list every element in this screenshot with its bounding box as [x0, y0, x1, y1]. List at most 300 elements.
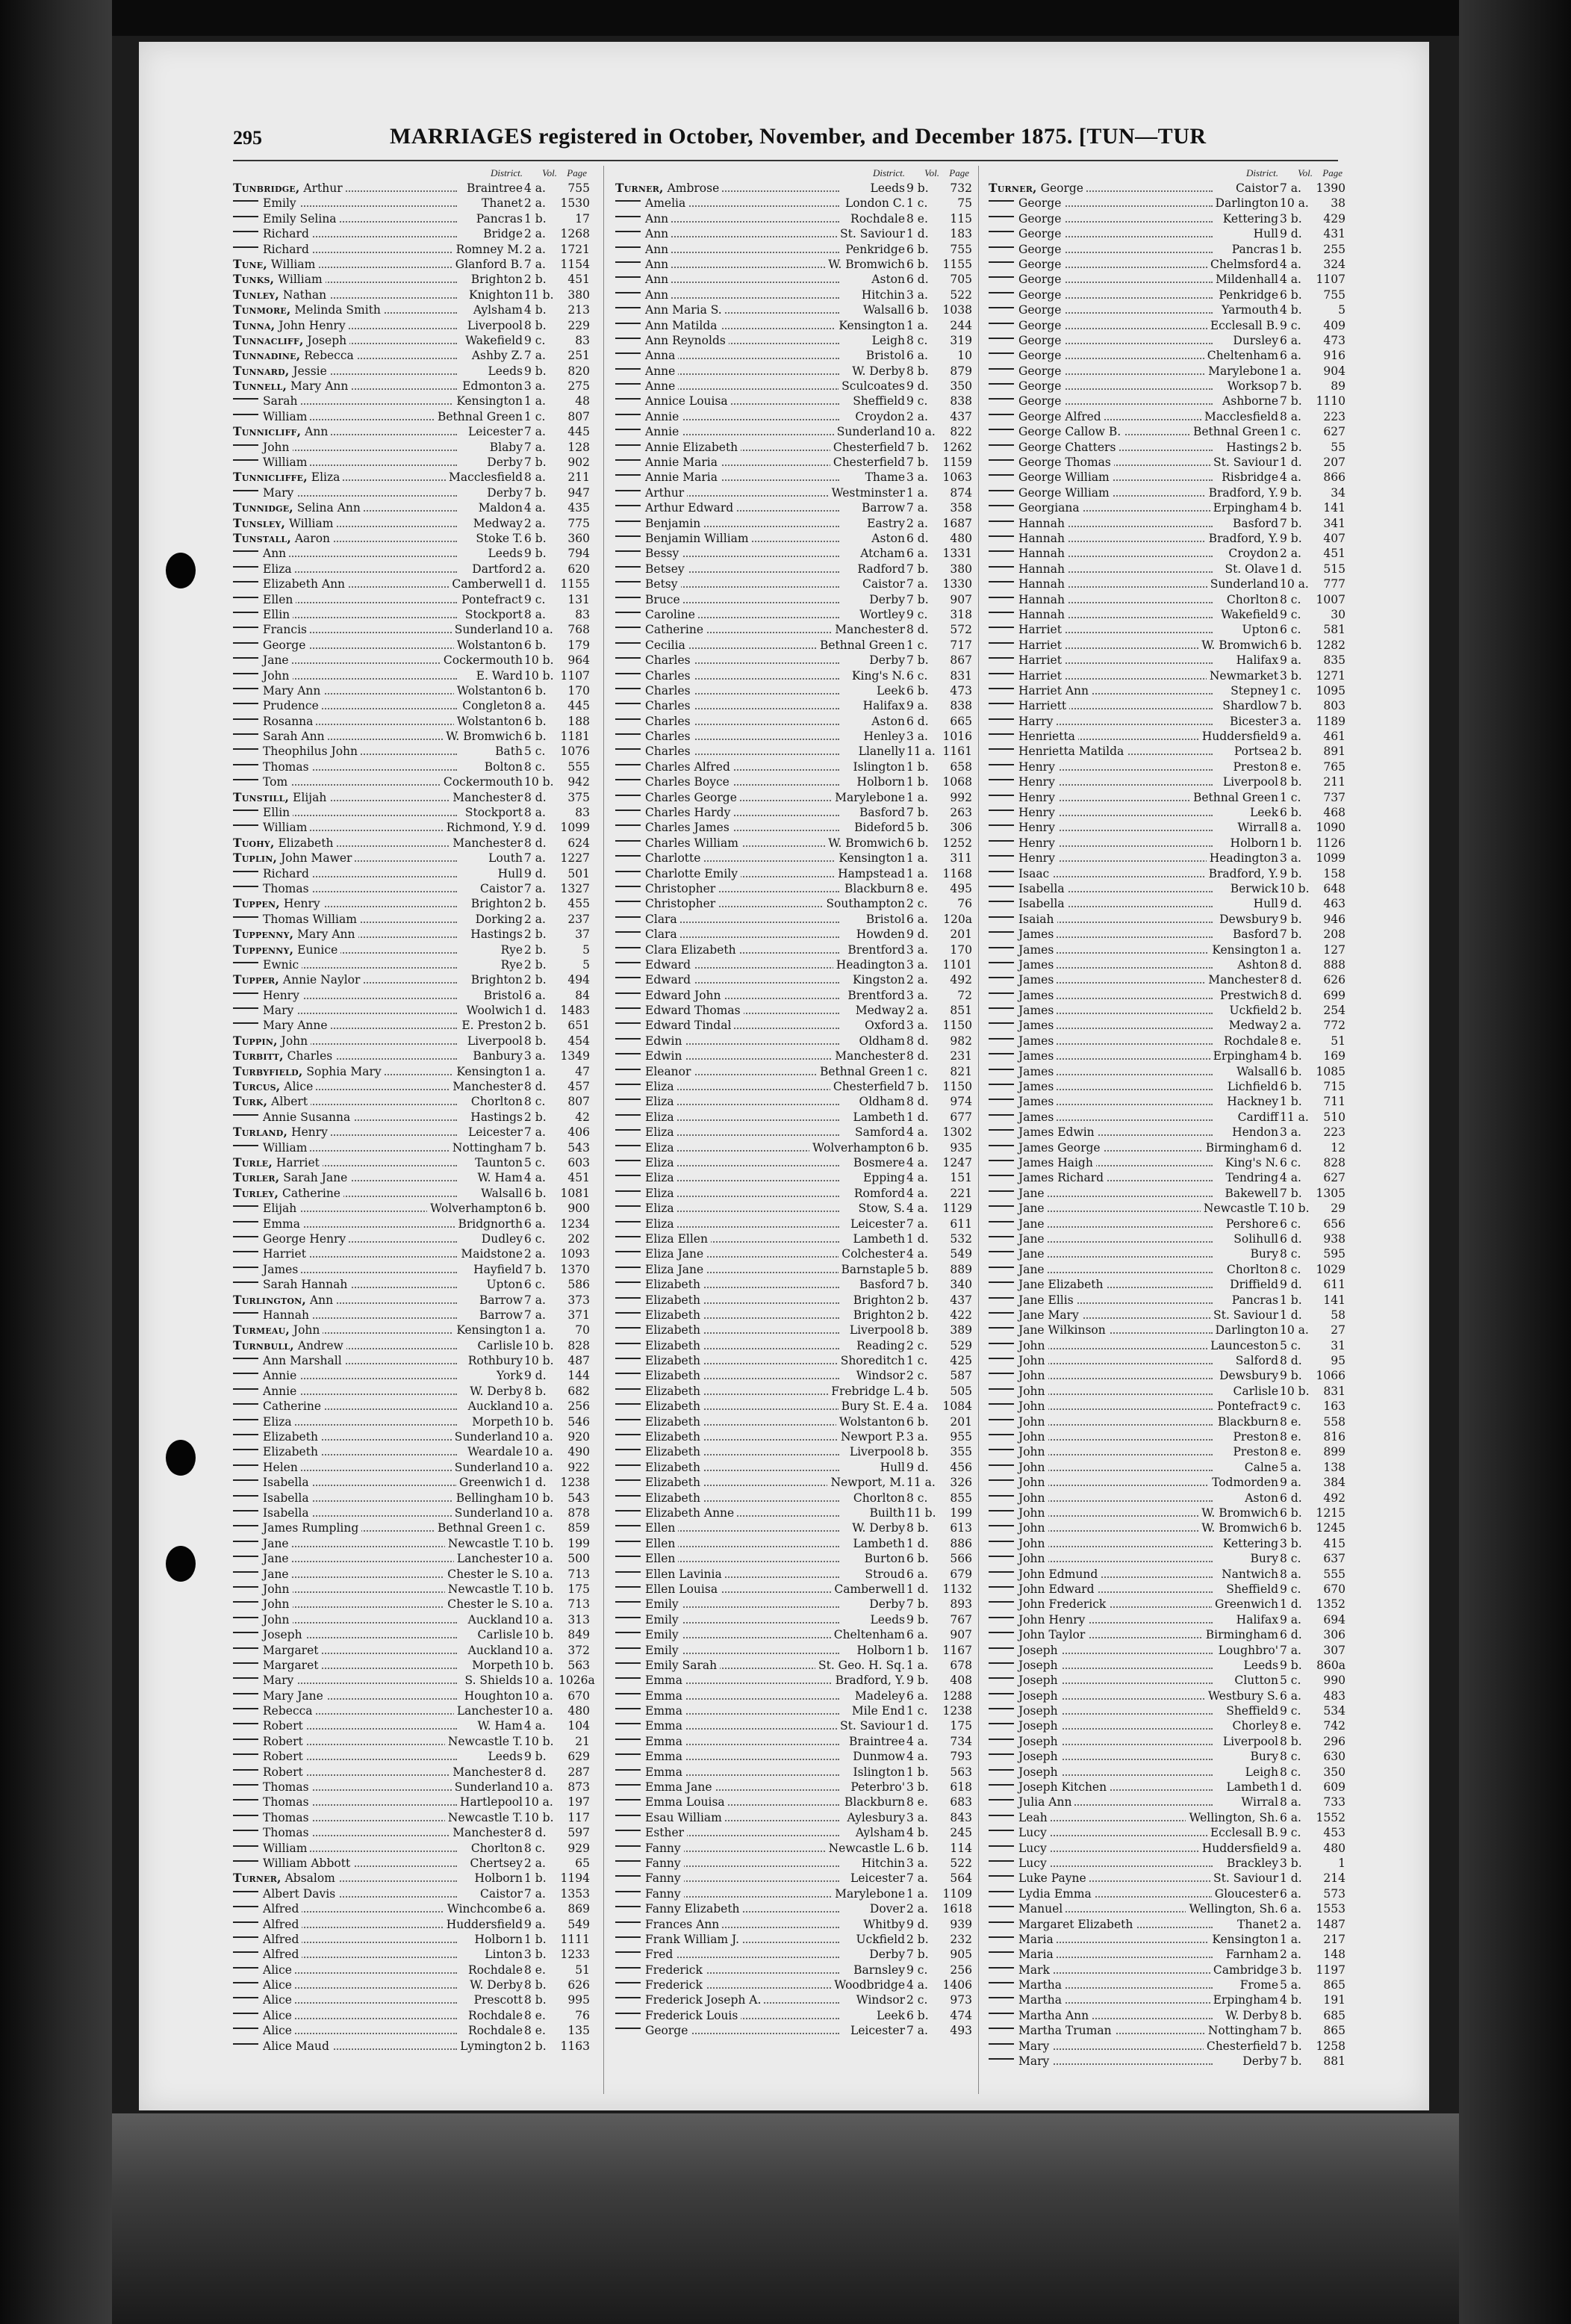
- volume: 7 a.: [1280, 181, 1301, 195]
- forenames: Rebecca: [300, 349, 354, 363]
- forenames: Emma: [645, 1734, 682, 1748]
- page-ref: 733: [1323, 1795, 1346, 1809]
- ditto-dash: [615, 1251, 641, 1252]
- entry-name: [989, 211, 1064, 226]
- volume: 6 d.: [906, 531, 929, 545]
- page-ref: 350: [1323, 1765, 1346, 1779]
- volume: 4 a.: [1280, 470, 1301, 485]
- page-ref: 31: [1331, 1338, 1346, 1352]
- column-divider: [978, 166, 979, 2094]
- index-entry: [989, 896, 1347, 911]
- entry-name: [233, 181, 346, 196]
- page-ref: 445: [567, 425, 590, 439]
- index-entry: [615, 1384, 974, 1399]
- forenames: Joseph: [263, 1628, 302, 1642]
- index-entry: [615, 272, 974, 287]
- entry-name: [233, 805, 293, 820]
- volume: 8 e.: [1280, 1414, 1301, 1429]
- district: Auckland: [465, 1612, 523, 1627]
- index-entry: [233, 1765, 591, 1780]
- ditto-dash: [989, 490, 1014, 491]
- forenames: John: [1018, 1491, 1045, 1505]
- entry-name: [233, 1520, 361, 1535]
- district: Taunton: [472, 1155, 523, 1170]
- entry-name: [615, 1963, 706, 1977]
- page-ref: 1262: [942, 440, 972, 454]
- ditto-dash: [989, 1936, 1014, 1938]
- page-ref: 1107: [1316, 273, 1346, 287]
- page-ref: 407: [1323, 531, 1346, 545]
- volume: 6 a.: [906, 912, 928, 926]
- index-entry: [615, 851, 974, 866]
- page-ref: 223: [1323, 1125, 1346, 1140]
- volume: 8 d.: [524, 790, 547, 804]
- forenames: Martha Truman: [1018, 2024, 1112, 2038]
- ditto-dash: [233, 1449, 258, 1450]
- volume: 10 a.: [1280, 196, 1309, 211]
- volume: 8 c.: [906, 1491, 928, 1505]
- index-entry: [989, 836, 1347, 851]
- forenames: Bessy: [645, 547, 679, 561]
- index-entry: [989, 1582, 1347, 1597]
- volume: 10 a.: [524, 1612, 553, 1627]
- page-ref: 1129: [942, 1202, 972, 1216]
- district: Ecclesall B.: [1207, 1825, 1278, 1840]
- entry-name: [233, 211, 340, 226]
- page-ref: 175: [950, 1719, 972, 1733]
- ditto-dash: [233, 1007, 258, 1009]
- entry-name: [233, 1612, 293, 1627]
- forenames: Thomas William: [263, 912, 357, 926]
- index-entry: [989, 1140, 1347, 1155]
- district: Liverpool: [464, 1034, 523, 1048]
- index-entry: [615, 1856, 974, 1871]
- page-ref: 415: [1323, 1536, 1346, 1550]
- district: Hayfield: [470, 1262, 523, 1277]
- ditto-dash: [989, 597, 1014, 598]
- entry-name: [615, 1688, 685, 1703]
- forenames: George: [645, 2024, 688, 2038]
- ditto-dash: [615, 1510, 641, 1511]
- forenames: Ann Reynolds: [645, 333, 726, 347]
- ditto-dash: [233, 550, 258, 552]
- ditto-dash: [989, 1221, 1014, 1222]
- page-ref: 380: [950, 562, 972, 576]
- district: Thame: [862, 470, 905, 485]
- forenames: John: [263, 1612, 290, 1627]
- forenames: Eliza: [645, 1186, 674, 1200]
- volume: 7 b.: [1280, 1186, 1302, 1200]
- entry-name: [989, 592, 1068, 607]
- forenames: John Edward: [1018, 1582, 1095, 1596]
- forenames: George William: [1018, 470, 1110, 485]
- district: Chester le S.: [444, 1597, 523, 1612]
- ditto-dash: [233, 216, 258, 217]
- district: Howden: [853, 927, 905, 942]
- index-entry: [615, 896, 974, 911]
- index-entry: [233, 1491, 591, 1506]
- entry-name: [989, 1977, 1065, 1992]
- district: Hampstead: [835, 866, 905, 881]
- page-ref: 360: [567, 531, 590, 545]
- index-entry: [989, 942, 1347, 957]
- ditto-dash: [615, 810, 641, 811]
- ditto-dash: [615, 1084, 641, 1085]
- volume: 1 c.: [524, 1521, 546, 1535]
- district: Rochdale: [465, 2023, 523, 2038]
- ditto-dash: [615, 1601, 641, 1603]
- entry-name: [989, 638, 1065, 653]
- page-ref: 1268: [560, 227, 590, 241]
- district: Huddersfield: [1199, 729, 1278, 744]
- ditto-dash: [615, 1617, 641, 1618]
- volume: 2 a.: [524, 1856, 546, 1870]
- district: Leigh: [1242, 1765, 1278, 1780]
- volume: 2 b.: [1280, 745, 1302, 759]
- volume: 10 a.: [1280, 577, 1309, 591]
- page-ref: 629: [567, 1750, 590, 1764]
- district: Headington: [833, 957, 905, 972]
- entry-name: [989, 1293, 1077, 1308]
- forenames: Margaret: [263, 1643, 319, 1657]
- ditto-dash: [989, 1617, 1014, 1618]
- entry-name: [233, 1338, 346, 1353]
- volume: 10 b.: [1280, 1384, 1310, 1398]
- forenames: John: [1018, 1536, 1045, 1550]
- surname: Tunnard,: [233, 363, 290, 378]
- forenames: Caroline: [645, 607, 695, 621]
- volume: 7 b.: [1280, 2024, 1302, 2038]
- district: Dunmow: [850, 1749, 905, 1764]
- page-ref: 114: [950, 1841, 972, 1855]
- volume: 3 a.: [1280, 851, 1301, 866]
- page-ref: 463: [1323, 897, 1346, 911]
- forenames: Martha: [1018, 1978, 1062, 1992]
- page-ref: 586: [567, 1278, 590, 1292]
- page-ref: 665: [950, 714, 972, 728]
- page-ref: 457: [567, 1080, 590, 1094]
- forenames: Robert: [263, 1750, 303, 1764]
- district: Macclesfield: [446, 470, 523, 485]
- index-entry: [233, 744, 591, 759]
- index-entry: [233, 1703, 591, 1718]
- volume: 2 b.: [524, 928, 547, 942]
- forenames: John: [1018, 1384, 1045, 1398]
- ditto-dash: [989, 779, 1014, 780]
- district: Walsall: [478, 1186, 523, 1201]
- district: W. Derby: [849, 364, 905, 379]
- forenames: Emma: [263, 1217, 300, 1231]
- ditto-dash: [989, 1022, 1014, 1024]
- volume: 8 a.: [524, 806, 546, 820]
- district: Bradford, Y.: [833, 1673, 905, 1688]
- column-head: [233, 166, 591, 181]
- index-entry: [233, 972, 591, 987]
- ditto-dash: [989, 1388, 1014, 1390]
- page-ref: 214: [1323, 1871, 1346, 1886]
- ditto-dash: [233, 1312, 258, 1314]
- forenames: Eliza: [645, 1171, 674, 1185]
- forenames: James: [1018, 928, 1054, 942]
- district: Mildenhall: [1213, 272, 1278, 287]
- volume: 8 d.: [906, 1034, 929, 1048]
- index-entry: [615, 622, 974, 637]
- ditto-dash: [615, 1205, 641, 1207]
- volume: 8 b.: [524, 1993, 547, 2007]
- ditto-dash: [615, 855, 641, 857]
- index-entry: [989, 2054, 1347, 2069]
- entry-name: [233, 622, 310, 637]
- ditto-dash: [989, 307, 1014, 308]
- district: Kingston: [850, 972, 905, 987]
- forenames: Henry: [263, 988, 299, 1002]
- index-entry: [615, 1475, 974, 1490]
- district: Brighton: [468, 896, 523, 911]
- volume: 9 d.: [906, 1917, 929, 1931]
- forenames: Isaac: [1018, 866, 1050, 880]
- volume: 3 a.: [906, 942, 928, 957]
- entry-name: [989, 546, 1068, 561]
- index-entry: [989, 1734, 1347, 1749]
- index-entry: [615, 1643, 974, 1658]
- district: Newcastle T.: [445, 1536, 523, 1551]
- page-ref: 199: [567, 1536, 590, 1550]
- page-ref: 319: [950, 333, 972, 347]
- forenames: Charles: [645, 699, 691, 713]
- forenames: Jessie: [289, 364, 327, 378]
- entry-name: [233, 1871, 338, 1886]
- entry-name: [615, 820, 732, 835]
- district: Bury: [1247, 1749, 1278, 1764]
- forenames: Henrietta: [1018, 730, 1075, 744]
- index-entry: [233, 1886, 591, 1901]
- entry-name: [615, 668, 694, 683]
- page-ref: 955: [950, 1430, 972, 1444]
- entry-name: [615, 774, 732, 789]
- forenames: George: [1018, 303, 1062, 317]
- index-entry: [615, 440, 974, 455]
- index-entry: [989, 318, 1347, 333]
- entry-name: [615, 592, 683, 607]
- ditto-dash: [989, 338, 1014, 339]
- ditto-dash: [615, 338, 641, 339]
- index-entry: [989, 1567, 1347, 1582]
- district: Basford: [856, 1277, 905, 1292]
- district: Croydon: [852, 409, 905, 424]
- page-ref: 558: [1323, 1414, 1346, 1429]
- volume: 7 b.: [1280, 379, 1302, 394]
- volume: 8 a.: [524, 607, 546, 621]
- district: Lambeth: [850, 1110, 905, 1125]
- forenames: George: [1018, 394, 1062, 408]
- index-entry: [233, 1094, 591, 1109]
- district: Derby: [484, 455, 523, 470]
- entry-name: [989, 1612, 1088, 1627]
- volume: 8 a.: [1280, 821, 1301, 835]
- entry-name: [615, 1856, 684, 1871]
- forenames: Elizabeth: [645, 1414, 700, 1429]
- index-entry: [233, 1155, 591, 1170]
- page-ref: 734: [950, 1734, 972, 1748]
- ditto-dash: [615, 703, 641, 704]
- index-entry: [989, 1977, 1347, 1992]
- index-entry: [233, 226, 591, 241]
- index-entry: [615, 1901, 974, 1916]
- surname: Tunstall,: [233, 530, 291, 545]
- district: Derby: [1239, 2054, 1278, 2069]
- entry-name: [615, 1582, 721, 1597]
- ditto-dash: [989, 323, 1014, 324]
- entry-name: [989, 653, 1065, 668]
- district: Bethnal Green: [435, 409, 523, 424]
- district: Walsall: [1234, 1064, 1278, 1079]
- page-ref: 543: [567, 1491, 590, 1505]
- page-ref: 1370: [560, 1262, 590, 1276]
- page-ref: 772: [1323, 1019, 1346, 1033]
- index-entry: [615, 516, 974, 531]
- entry-name: [989, 1810, 1051, 1825]
- ditto-dash: [233, 2028, 258, 2029]
- volume: 6 b.: [1280, 806, 1302, 820]
- entry-name: [233, 1308, 312, 1323]
- volume: 6 a.: [906, 547, 928, 561]
- page-ref: 1038: [942, 303, 972, 317]
- forenames: Richard: [263, 242, 309, 256]
- volume: 8 e.: [906, 211, 928, 226]
- district: Marylebone: [1205, 364, 1278, 379]
- entry-name: [615, 1643, 682, 1658]
- index-entry: [989, 1170, 1347, 1185]
- index-entry: [233, 1567, 591, 1582]
- forenames: Elijah: [289, 790, 327, 804]
- index-entry: [615, 1246, 974, 1261]
- page-ref: 889: [950, 1262, 972, 1276]
- index-entry: [233, 1520, 591, 1535]
- index-entry: [233, 1947, 591, 1962]
- volume: 9 b.: [1280, 1658, 1302, 1672]
- district: W. Bromwich: [825, 257, 905, 272]
- index-entry: [615, 607, 974, 622]
- forenames: Joseph: [1018, 1658, 1058, 1672]
- index-entry: [233, 1368, 591, 1383]
- entry-name: [615, 1780, 715, 1795]
- entry-name: [615, 1612, 682, 1627]
- volume: 1 d.: [1280, 562, 1302, 576]
- entry-name: [615, 1231, 711, 1246]
- entry-name: [989, 394, 1064, 408]
- forenames: Frances Ann: [645, 1917, 720, 1931]
- page-ref: 1181: [560, 730, 590, 744]
- volume: 4 a.: [1280, 1171, 1301, 1185]
- surname: Turler,: [233, 1170, 280, 1185]
- volume: 3 b.: [1280, 211, 1302, 226]
- index-entry: [989, 455, 1347, 470]
- index-entry: [615, 1094, 974, 1109]
- ditto-dash: [233, 1525, 258, 1526]
- volume: 3 a.: [906, 1810, 928, 1824]
- district: Manchester: [1205, 972, 1278, 987]
- forenames: George Thomas: [1018, 456, 1111, 470]
- page-ref: 158: [1323, 866, 1346, 880]
- entry-name: [989, 1749, 1061, 1764]
- index-entry: [989, 485, 1347, 500]
- ditto-dash: [615, 1236, 641, 1237]
- page-ref: 670: [1323, 1582, 1346, 1596]
- forenames: George Chatters: [1018, 440, 1116, 454]
- forenames: Edwin: [645, 1034, 682, 1048]
- district: Kensington: [453, 1323, 523, 1337]
- page-ref: 768: [567, 623, 590, 637]
- page-ref: 318: [950, 607, 972, 621]
- index-entry: [989, 1963, 1347, 1977]
- entry-list: [233, 181, 595, 2054]
- forenames: Betsy: [645, 577, 678, 591]
- page-ref: 549: [567, 1917, 590, 1931]
- page-ref: 1159: [942, 456, 972, 470]
- forenames: Emma: [645, 1750, 682, 1764]
- index-entry: [233, 1673, 595, 1688]
- volume: 9 c.: [906, 607, 928, 621]
- index-entry: [989, 272, 1347, 287]
- index-entry: [615, 1597, 974, 1612]
- forenames: James: [1018, 1110, 1054, 1124]
- volume: 1 d.: [906, 1719, 929, 1733]
- entry-name: [615, 333, 729, 348]
- volume: 10 b.: [524, 1582, 554, 1596]
- volume: 10 b.: [524, 1491, 554, 1505]
- ditto-dash: [615, 444, 641, 446]
- forenames: Clara: [645, 928, 677, 942]
- district: London C.: [842, 196, 905, 211]
- volume: 2 b.: [1280, 1004, 1302, 1018]
- page-ref: 515: [1323, 562, 1346, 576]
- district: Knighton: [466, 288, 523, 302]
- ditto-dash: [615, 1906, 641, 1907]
- index-entry: [989, 1901, 1347, 1916]
- ditto-dash: [989, 368, 1014, 370]
- entry-name: [233, 2039, 332, 2054]
- volume: 10 a.: [524, 1704, 553, 1718]
- entry-name: [989, 1110, 1057, 1125]
- page-ref: 473: [1323, 333, 1346, 347]
- ditto-dash: [989, 1769, 1014, 1771]
- entry-name: [615, 1520, 678, 1535]
- forenames: Ellin: [263, 806, 290, 820]
- volume: 1 d.: [906, 1582, 929, 1596]
- index-entry: [233, 881, 591, 896]
- page-ref: 372: [567, 1643, 590, 1657]
- entry-name: [989, 562, 1068, 577]
- district: Prestwich: [1217, 988, 1278, 1003]
- volume: 11 b.: [524, 288, 554, 302]
- page-ref: 603: [567, 1156, 590, 1169]
- index-entry: [615, 226, 974, 241]
- ditto-dash: [615, 1327, 641, 1329]
- district: Romford: [851, 1186, 905, 1201]
- district: Chorlton: [468, 1841, 523, 1856]
- entry-name: [615, 424, 682, 439]
- page-ref: 611: [1323, 1278, 1346, 1292]
- index-entry: [989, 1947, 1347, 1962]
- page-ref: 1197: [1316, 1963, 1346, 1977]
- index-entry: [615, 1932, 974, 1947]
- index-entry: [615, 577, 974, 591]
- index-entry: [615, 196, 974, 211]
- ditto-dash: [989, 1312, 1014, 1314]
- entry-name: [233, 1643, 322, 1658]
- forenames: Annie: [263, 1369, 297, 1383]
- forenames: John Taylor: [1018, 1628, 1086, 1642]
